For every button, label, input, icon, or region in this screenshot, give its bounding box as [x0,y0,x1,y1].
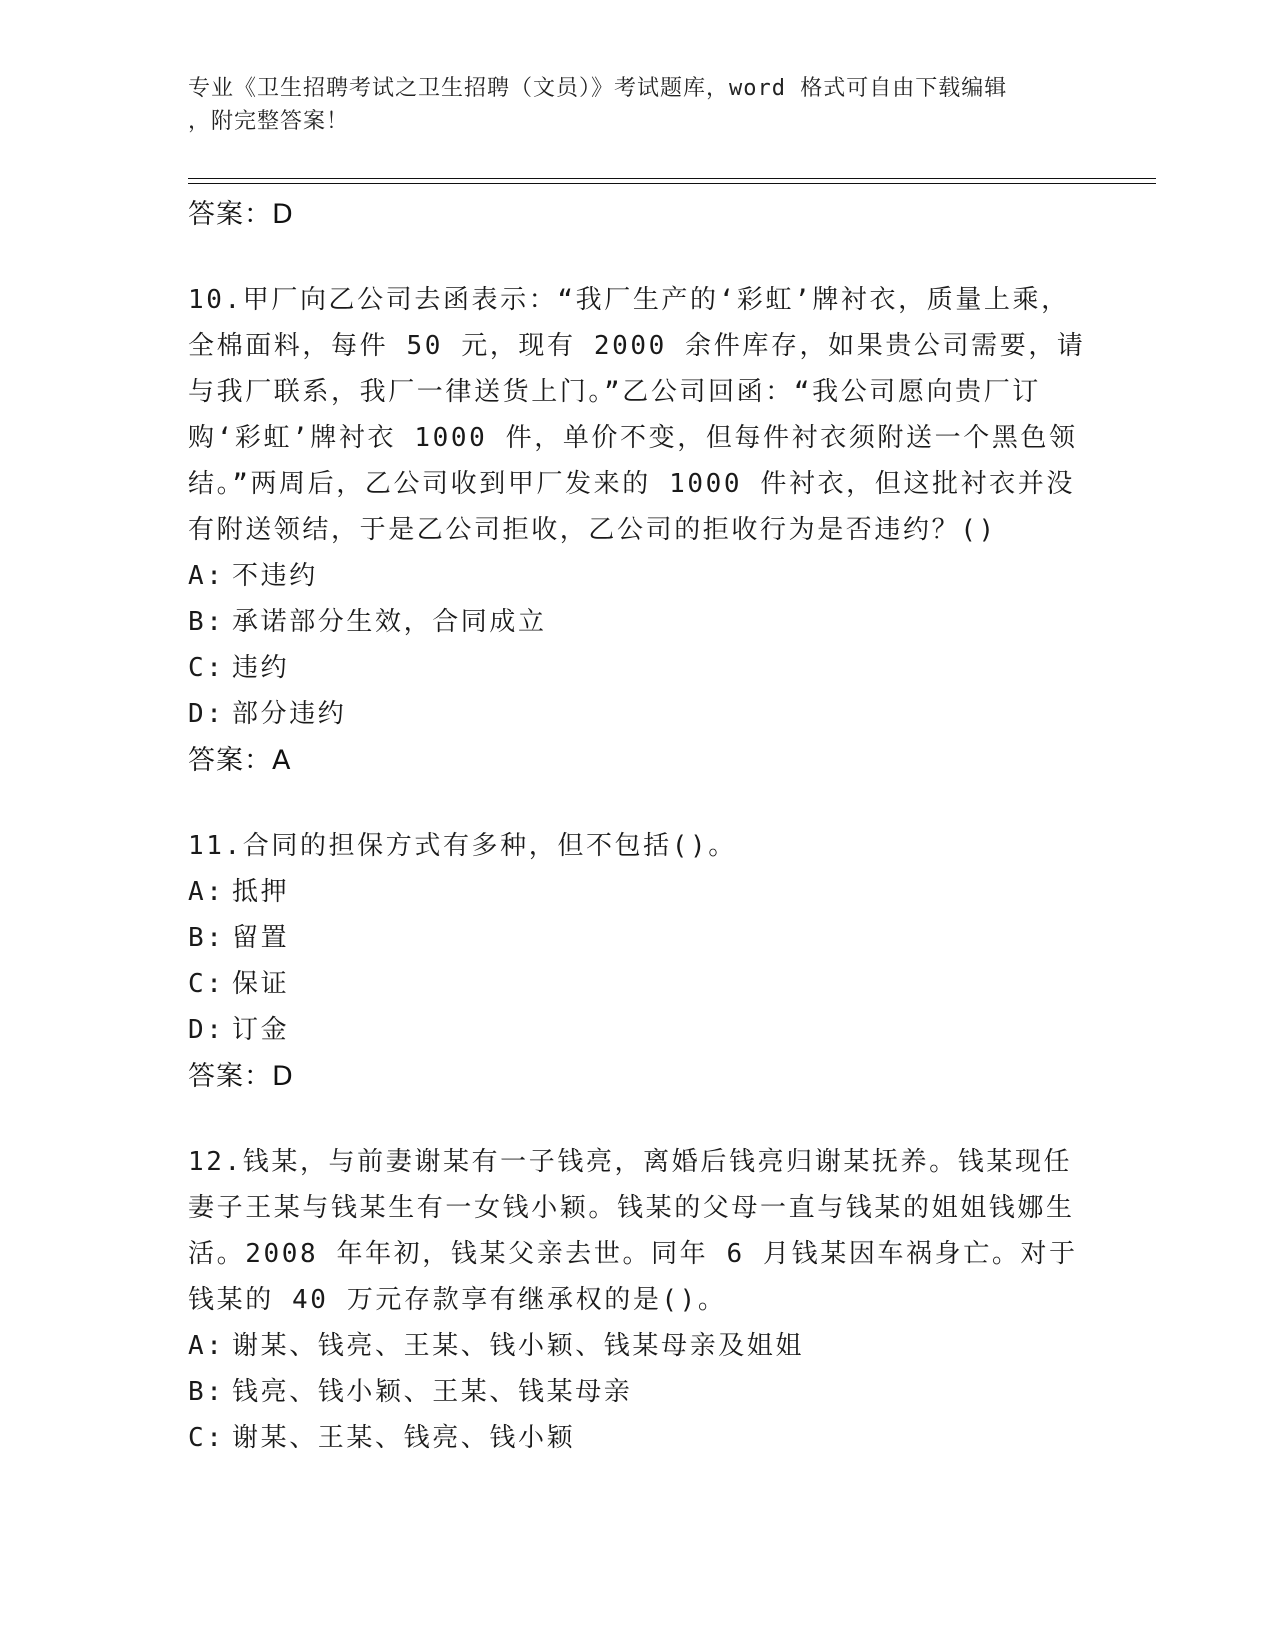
option-a [188,553,1088,599]
option-c [188,645,1088,691]
option-text: 抵押 [232,877,290,907]
question-11 [188,823,1088,1095]
option-b [188,915,1088,961]
header-rule-top [188,178,1156,179]
option-b [188,599,1088,645]
header-rule-bottom [188,183,1156,184]
option-d [188,691,1088,737]
question-stem: 10.甲厂向乙公司去函表示：“我厂生产的‘彩虹’牌衬衣，质量上乘，全棉面料，每件 50 元，现有 2000 余件库存，如果贵公司需要，请与我厂联系，我厂一律送货上门。”乙公司回函：“我公司愿向贵厂订购‘彩虹’牌衬衣 1000 件，单价不变，但每件衬衣须附送一个黑色领结。”两周后，乙公司收到甲厂发来的 1000 件衬衣，但这批衬衣并没有附送领结，于是乙公司拒收，乙公司的拒收行为是否违约？() [188,285,1086,545]
option-key: C: [188,653,225,683]
header-line-1: 专业《卫生招聘考试之卫生招聘（文员）》考试题库，word 格式可自由下载编辑 [188,76,1008,101]
option-text: 订金 [232,1015,290,1045]
option-text: 谢某、钱亮、王某、钱小颖、钱某母亲及姐姐 [232,1331,805,1361]
option-text: 部分违约 [232,699,347,729]
option-a [188,1323,1088,1369]
option-text: 违约 [232,653,290,683]
question-10 [188,277,1088,779]
option-key: B: [188,923,225,953]
question-stem: 11.合同的担保方式有多种，但不包括()。 [188,831,737,861]
question-stem: 12.钱某，与前妻谢某有一子钱亮，离婚后钱亮归谢某抚养。钱某现任妻子王某与钱某生有一女钱小颖。钱某的父母一直与钱某的姐姐钱娜生活。2008 年年初，钱某父亲去世。同年 6 月钱某因车祸身亡。对于钱某的 40 万元存款享有继承权的是()。 [188,1147,1078,1315]
option-key: B: [188,607,225,637]
option-key: C: [188,1423,225,1453]
option-c [188,961,1088,1007]
option-text: 留置 [232,923,290,953]
option-d [188,1007,1088,1053]
previous-answer: 答案：D [188,199,294,230]
option-text: 不违约 [232,561,318,591]
document-header [188,72,1088,138]
option-key: D: [188,1015,225,1045]
option-key: A: [188,877,225,907]
document-body [188,191,1088,1461]
option-key: A: [188,561,225,591]
option-key: B: [188,1377,225,1407]
header-line-2: ，附完整答案！ [188,109,350,134]
option-key: A: [188,1331,225,1361]
option-text: 钱亮、钱小颖、王某、钱某母亲 [232,1377,633,1407]
option-c [188,1415,1088,1461]
option-b [188,1369,1088,1415]
option-a [188,869,1088,915]
option-key: D: [188,699,225,729]
option-key: C: [188,969,225,999]
answer-line: 答案：D [188,1061,294,1092]
option-text: 保证 [232,969,290,999]
answer-line: 答案：A [188,745,292,776]
option-text: 承诺部分生效，合同成立 [232,607,547,637]
option-text: 谢某、王某、钱亮、钱小颖 [232,1423,576,1453]
question-12 [188,1139,1088,1461]
